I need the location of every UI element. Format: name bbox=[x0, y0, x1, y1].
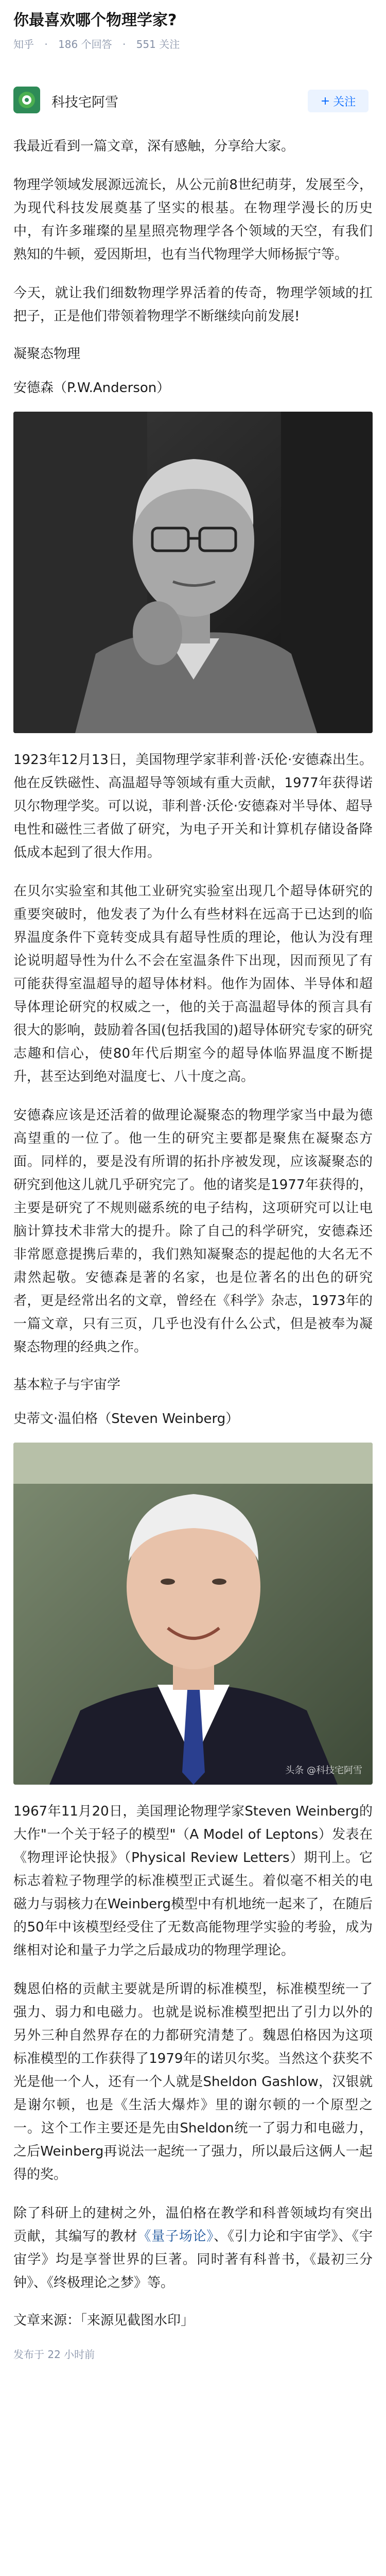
plus-icon: + bbox=[320, 94, 330, 108]
paragraph: 1923年12月13日，美国物理学家菲利普·沃伦·安德森出生。他在反铁磁性、高温超导等领域有重大贡献，1977年获得诺贝尔物理学奖。可以说，菲利普·沃伦·安德森对半导体、超导电性和磁性三者做了研究，为电子开关和计算机存储设备降低成本起到了很大作用。 bbox=[13, 752, 373, 860]
answer-count[interactable]: 186 个回答 bbox=[58, 38, 112, 50]
follower-count: 551 关注 bbox=[136, 38, 180, 50]
meta-dot: · bbox=[44, 38, 48, 50]
follow-button[interactable] bbox=[308, 90, 369, 112]
paragraph: 我最近看到一篇文章，深有感触，分享给大家。 bbox=[13, 139, 295, 154]
book-link[interactable]: 《量子场论》 bbox=[137, 2229, 214, 2244]
question-title[interactable]: 你最喜欢哪个物理学家? bbox=[13, 11, 177, 29]
image-caption: 史蒂文·温伯格（Steven Weinberg） bbox=[13, 1411, 239, 1427]
anderson-portrait-image bbox=[13, 412, 373, 733]
source-text: 「来源见截图水印」 bbox=[80, 2313, 195, 2328]
section-heading: 凝聚态物理 bbox=[13, 346, 81, 362]
publish-time: 发布于 22 小时前 bbox=[13, 2348, 95, 2361]
paragraph bbox=[13, 2202, 373, 2295]
weinberg-portrait-image bbox=[13, 1443, 373, 1785]
image-watermark: 头条 @科技宅阿雪 bbox=[285, 1765, 362, 1776]
anderson-photo[interactable] bbox=[13, 412, 373, 733]
site-name[interactable]: 知乎 bbox=[13, 38, 34, 50]
section-heading: 基本粒子与宇宙学 bbox=[13, 1377, 121, 1393]
answer-content bbox=[13, 135, 373, 2361]
source-note bbox=[13, 2310, 373, 2331]
weinberg-photo[interactable] bbox=[13, 1443, 373, 1785]
author-row bbox=[13, 87, 374, 115]
paragraph: 今天，就让我们细数物理学界活着的传奇，物理学领域的扛把子，正是他们带领着物理学不断继续向前发展! bbox=[13, 285, 373, 324]
avatar-logo-icon bbox=[17, 91, 36, 109]
paragraph: 物理学领域发展源远流长，从公元前8世纪萌芽，发展至今，为现代科技发展奠基了坚实的根基。在物理学漫长的历史中，有许多璀璨的星星照亮物理学各个领域的天空，有我们熟知的牛顿，爱因斯坦，也有当代物理学大师杨振宁等。 bbox=[13, 177, 373, 262]
question-meta bbox=[13, 36, 187, 51]
paragraph-text: 除了科研上的建树之外，温伯格在教学和科普领域均有突出贡献，其编写的教材 bbox=[13, 2206, 373, 2244]
author-name[interactable]: 科技宅阿雪 bbox=[51, 95, 119, 110]
paragraph: 1967年11月20日，美国理论物理学家Steven Weinberg的大作"一个关于轻子的模型"（A Model of Leptons）发表在《物理评论快报》（Physical Review Letters）期刊上。它标志着粒子物理学的标准模型正式诞生。着似毫不相关的电磁力与弱核力在Weinberg模型中有机地统一起来了，在随后的50年中该模型经受住了无数高能物理学实验的考验，成为继相对论和量子力学之后最成功的物理学理论。 bbox=[13, 1804, 373, 1958]
image-caption: 安德森（P.W.Anderson） bbox=[13, 380, 170, 396]
meta-dot: · bbox=[122, 38, 126, 50]
avatar[interactable] bbox=[13, 87, 40, 113]
follow-label: 关注 bbox=[333, 95, 356, 109]
paragraph: 在贝尔实验室和其他工业研究实验室出现几个超导体研究的重要突破时，他发表了为什么有些材料在远高于已达到的临界温度条件下竟转变成具有超导性质的理论，他认为没有理论说明超导性为什么不会在室温条件下出现，因而预见了有可能获得室温超导的超导体材料。他作为固体、半导体和超导体理论研究的权威之一，他的关于高温超导体的预言具有很大的影响，鼓励着各国(包括我国的)超导体研究专家的研究志趣和信心，使80年代后期室今的超导体临界温度不断提升，甚至达到绝对温度七、八十度之高。 bbox=[13, 884, 373, 1084]
source-prefix: 文章来源： bbox=[13, 2313, 81, 2328]
paragraph-text: 、《引力论和宇宙学》、《宇宙学》均是享誉世界的巨著。同时著有科普书，《最初三分钟》、《终极理论之梦》等。 bbox=[13, 2229, 373, 2291]
paragraph: 魏恩伯格的贡献主要就是所谓的标准模型，标准模型统一了强力、弱力和电磁力。也就是说标准模型把出了引力以外的另外三种自然界存在的力都研究清楚了。魏恩伯格因为这项标准模型的工作获得了1979年的诺贝尔奖。当然这个获奖不光是他一个人，还有一个人就是Sheldon Gashlow，汉银就是谢尔顿，也是《生活大爆炸》里的谢尔顿的一个原型之一。这个工作主要还是先由Sheldon统一了弱力和电磁力，之后Weinberg再说法一起统一了强力，所以最后这俩人一起得的奖。 bbox=[13, 1981, 373, 2182]
paragraph: 安德森应该是还活着的做理论凝聚态的物理学家当中最为德高望重的一位了。他一生的研究主要都是聚焦在凝聚态方面。同样的，要是没有所谓的拓扑序被发现，应该凝聚态的研究到他这儿就几乎研究完了。他的诸奖是1977年获得的，主要是研究了不规则磁系统的电子结构，这项研究可以让电脑计算技术非常大的提升。除了自己的科学研究，安德森还非常愿意提携后辈的，我们熟知凝聚态的提起他的大名无不肃然起敬。安德森是著的名家，也是位著名的出色的研究者，更是经常出名的文章，曾经在《科学》杂志，1973年的一篇文章，只有三页，几乎也没有什么公式，但是被奉为凝聚态物理的经典之作。 bbox=[13, 1108, 373, 1355]
